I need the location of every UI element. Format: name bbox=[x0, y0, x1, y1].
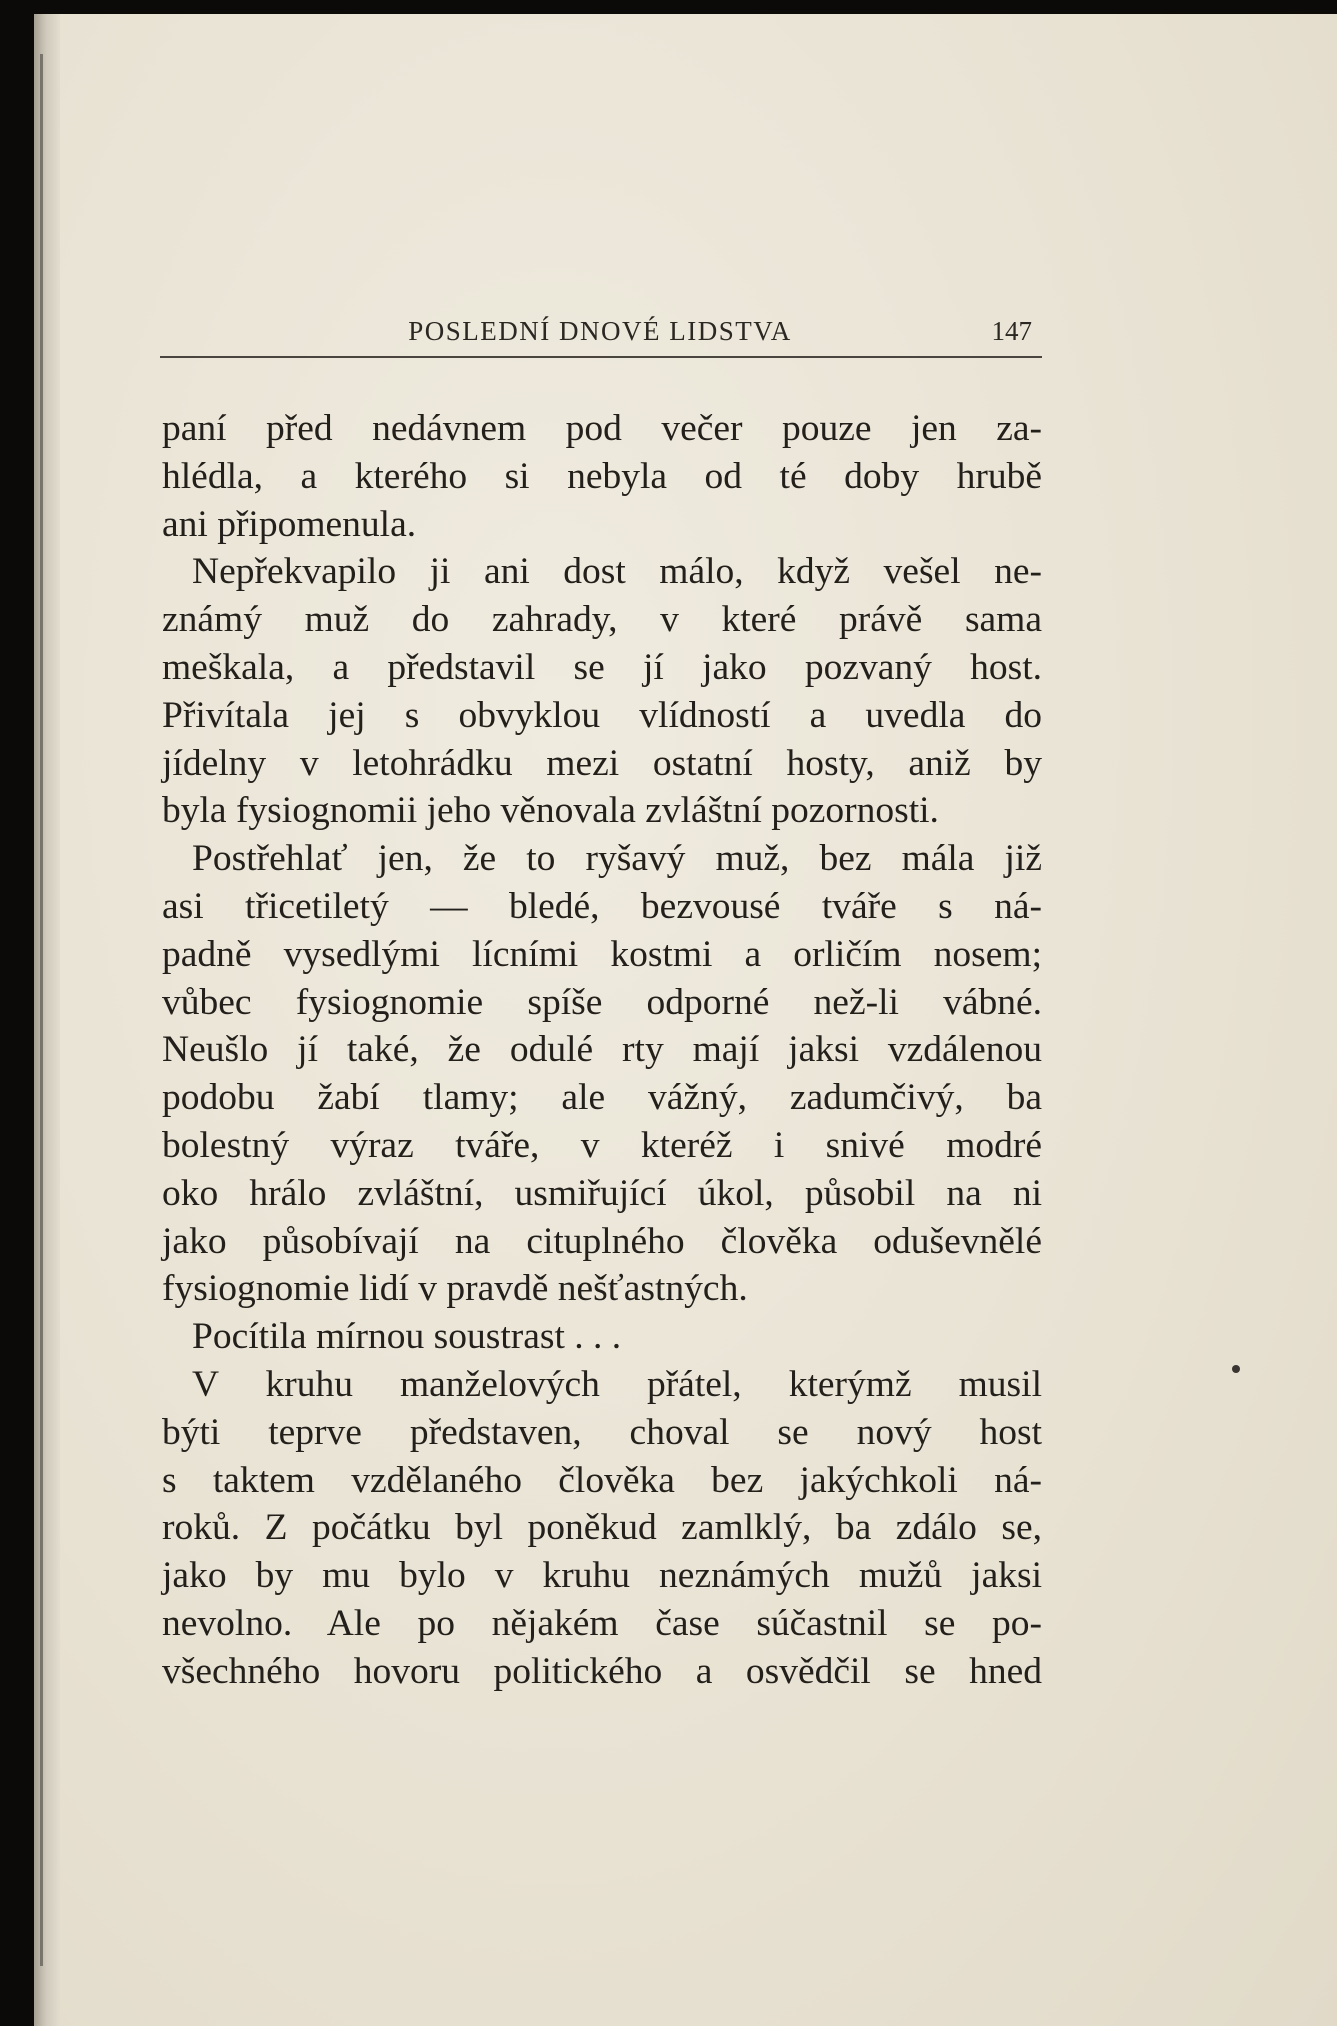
text-line: roků. Z počátku byl poněkud zamlklý, ba zdálo se, bbox=[162, 1507, 1042, 1549]
text-line: býti teprve představen, choval se nový host bbox=[162, 1411, 1042, 1453]
binding-edge bbox=[40, 54, 43, 1966]
text-line: padně vysedlými lícními kostmi a orličím nosem; bbox=[162, 933, 1042, 975]
text-line: paní před nedávnem pod večer pouze jen za- bbox=[162, 408, 1042, 449]
text-line: asi třicetiletý — bledé, bezvousé tváře s ná- bbox=[162, 885, 1042, 927]
text-line: nevolno. Ale po nějakém čase súčastnil se po- bbox=[162, 1602, 1042, 1644]
text-line: s taktem vzdělaného člověka bez jakýchkoli ná- bbox=[162, 1459, 1042, 1501]
text-line: jako by mu bylo v kruhu neznámých mužů jaksi bbox=[162, 1555, 1042, 1597]
text-line: Postřehlať jen, že to ryšavý muž, bez mála již bbox=[192, 838, 1042, 880]
text-line: všechného hovoru politického a osvědčil se hned bbox=[162, 1650, 1042, 1692]
text-line: jako působívají na cituplného člověka oduševnělé bbox=[162, 1220, 1042, 1262]
text-line: jídelny v letohrádku mezi ostatní hosty, aniž by bbox=[162, 742, 1042, 784]
text-line: vůbec fysiognomie spíše odporné než-li vábné. bbox=[162, 981, 1042, 1023]
text-line: bolestný výraz tváře, v kteréž i snivé modré bbox=[162, 1124, 1042, 1166]
running-head bbox=[160, 312, 1040, 352]
text-line: Přivítala jej s obvyklou vlídností a uvedla do bbox=[162, 694, 1042, 736]
running-head-title: POSLEDNÍ DNOVÉ LIDSTVA bbox=[408, 316, 792, 346]
body-text bbox=[162, 405, 1042, 1696]
text-line: hlédla, a kterého si nebyla od té doby hrubě bbox=[162, 455, 1042, 497]
header-rule bbox=[160, 356, 1042, 358]
text-line: Pocítila mírnou soustrast . . . bbox=[192, 1316, 622, 1358]
text-line: ani připomenula. bbox=[162, 503, 417, 545]
text-line: meškala, a představil se jí jako pozvaný host. bbox=[162, 646, 1042, 688]
text-line: fysiognomie lidí v pravdě nešťastných. bbox=[162, 1268, 748, 1310]
text-line: Neušlo jí také, že odulé rty mají jaksi vzdálenou bbox=[162, 1029, 1042, 1071]
text-line: oko hrálo zvláštní, usmiřující úkol, působil na ni bbox=[162, 1172, 1042, 1214]
page-number: 147 bbox=[991, 316, 1032, 346]
text-line: byla fysiognomii jeho věnovala zvláštní pozornosti. bbox=[162, 790, 939, 832]
text-line: Nepřekvapilo ji ani dost málo, když vešel ne- bbox=[192, 551, 1042, 593]
text-line: známý muž do zahrady, v které právě sama bbox=[162, 599, 1042, 641]
text-line: podobu žabí tlamy; ale vážný, zadumčivý, ba bbox=[162, 1077, 1042, 1119]
ink-speck bbox=[1232, 1365, 1240, 1373]
page-gutter bbox=[34, 14, 60, 2026]
text-line: V kruhu manželových přátel, kterýmž musil bbox=[192, 1363, 1042, 1405]
